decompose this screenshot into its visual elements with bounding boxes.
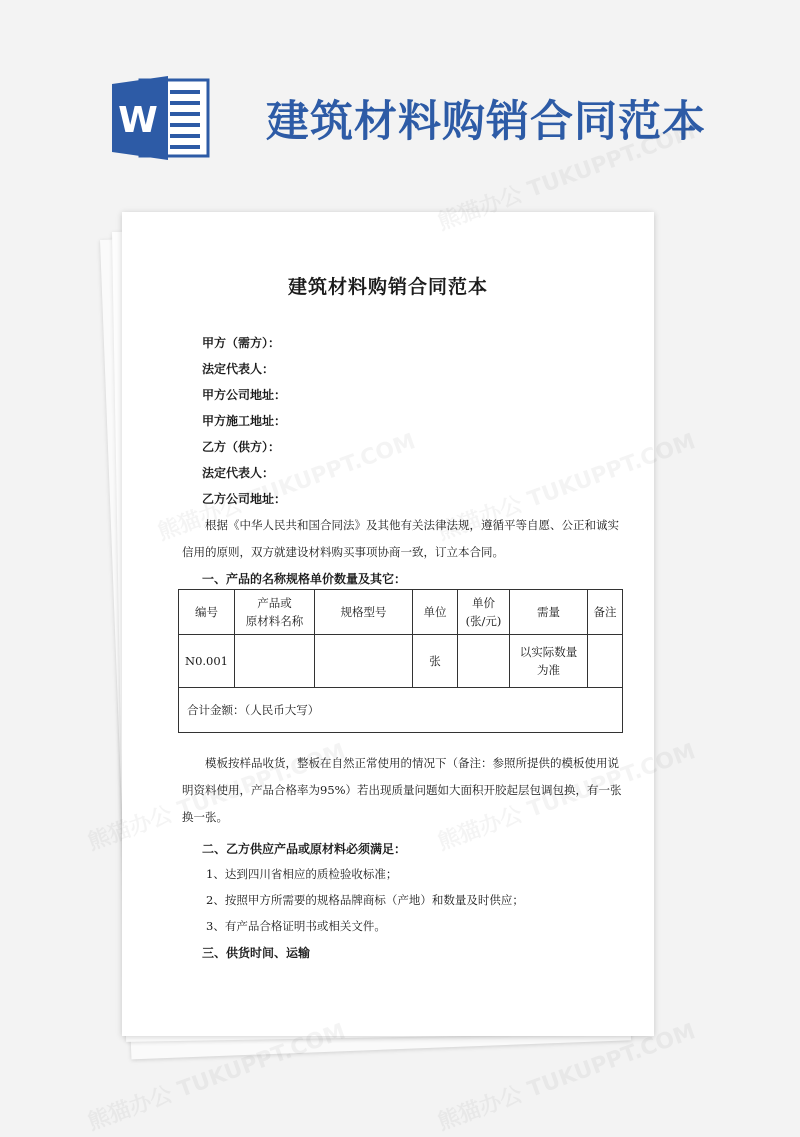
party-a-representative-field: 法定代表人： [202, 362, 275, 376]
table-header-cell: 编号 [179, 590, 235, 635]
table-header-line: 单价 [472, 596, 495, 610]
section-3-heading: 三、供货时间、运输 [202, 946, 311, 960]
table-cell [588, 635, 623, 688]
table-cell-line: 为准 [537, 663, 560, 677]
table-header-line: 产品或 [257, 596, 292, 610]
table-cell [315, 635, 413, 688]
table-header-cell: 备注 [588, 590, 623, 635]
party-a-site-address-field: 甲方施工地址： [202, 414, 287, 428]
table-cell [458, 635, 510, 688]
document-title: 建筑材料购销合同范本 [287, 276, 488, 298]
word-document-icon [112, 76, 212, 160]
table-header-cell: 需量 [510, 590, 588, 635]
table-cell [510, 635, 588, 688]
table-total-row [179, 688, 623, 733]
table-header-cell: 单位 [413, 590, 458, 635]
document-page [122, 212, 654, 1036]
party-b-address-field: 乙方公司地址： [202, 492, 287, 506]
table-cell [235, 635, 315, 688]
requirement-item: 1、达到四川省相应的质检验收标准； [206, 867, 398, 881]
product-table [178, 589, 623, 733]
table-cell-line: 以实际数量 [519, 645, 578, 659]
word-icon-letter: W [118, 100, 158, 141]
table-header-cell [235, 590, 315, 635]
requirement-item: 2、按照甲方所需要的规格品牌商标（产地）和数量及时供应； [206, 893, 524, 907]
section-2-heading: 二、乙方供应产品或原材料必须满足： [202, 842, 407, 856]
table-header-cell [458, 590, 510, 635]
table-header-row [179, 590, 623, 635]
note-paragraph: 模板按样品收货，整板在自然正常使用的情况下（备注：参照所提供的模板使用说明资料使用，产品合格率为95%）若出现质量问题如大面积开胶起层包调包换，有一张换一张。 [182, 756, 622, 824]
table-header-line: 原材料名称 [245, 614, 304, 628]
party-a-address-field: 甲方公司地址： [202, 388, 287, 402]
table-cell: 张 [413, 635, 458, 688]
page-header [0, 0, 800, 200]
party-b-field: 乙方（供方）： [202, 440, 281, 454]
table-row [179, 635, 623, 688]
table-cell: N0.001 [179, 635, 235, 688]
intro-paragraph: 根据《中华人民共和国合同法》及其他有关法律法规，遵循平等自愿、公正和诚实信用的原则，双方就建设材料购买事项协商一致，订立本合同。 [182, 518, 619, 559]
total-amount-cell: 合计金额：（人民币大写） [179, 688, 623, 733]
header-title: 建筑材料购销合同范本 [266, 97, 706, 147]
section-1-heading: 一、产品的名称规格单价数量及其它： [202, 572, 407, 586]
party-b-representative-field: 法定代表人： [202, 466, 275, 480]
table-header-cell: 规格型号 [315, 590, 413, 635]
party-a-field: 甲方（需方）： [202, 336, 281, 350]
requirement-item: 3、有产品合格证明书或相关文件。 [206, 919, 386, 933]
table-header-line: (张/元) [465, 614, 502, 628]
